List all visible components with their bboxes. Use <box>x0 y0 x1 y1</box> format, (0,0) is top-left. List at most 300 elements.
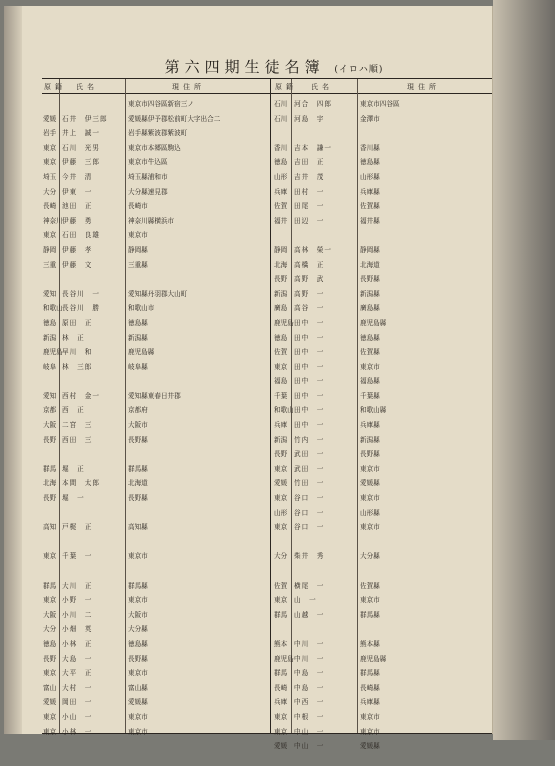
right-header <box>271 79 492 94</box>
cell-name: 岡田 一 <box>62 698 93 707</box>
cell-name: 林 正 <box>62 333 85 342</box>
background-page-edge <box>493 0 555 740</box>
cell-addr: 山形縣 <box>360 508 380 517</box>
table-row <box>271 285 492 300</box>
right-header-addr: 現住所 <box>407 83 440 91</box>
cell-pref: 北海 <box>43 479 57 488</box>
cell-pref: 佐賀 <box>274 348 288 357</box>
table-row <box>271 504 492 519</box>
cell-pref: 東京 <box>274 727 288 736</box>
table-row <box>271 635 492 650</box>
cell-addr: 群馬縣 <box>360 669 380 678</box>
cell-pref: 兵庫 <box>274 698 288 707</box>
cell-addr: 大分縣 <box>360 552 380 561</box>
cell-name: 田中 一 <box>294 377 325 386</box>
cell-pref: 徳島 <box>274 333 288 342</box>
table-row <box>42 343 270 358</box>
table-row <box>42 664 270 679</box>
cell-addr: 東京市 <box>360 712 380 721</box>
table-row <box>42 752 270 766</box>
cell-addr: 和歌山市 <box>128 304 155 313</box>
cell-name: 小川 二 <box>62 610 93 619</box>
cell-addr: 愛媛縣伊予郡松前町大字出合二 <box>128 114 221 123</box>
table-row <box>271 95 492 110</box>
table-row <box>271 168 492 183</box>
table-row <box>271 460 492 475</box>
cell-pref: 佐賀 <box>274 581 288 590</box>
cell-name: 高橋 正 <box>294 260 325 269</box>
left-header-addr: 現住所 <box>172 83 205 91</box>
cell-name: 二宮 三 <box>62 421 93 430</box>
table-row <box>42 518 270 533</box>
table-row <box>271 752 492 766</box>
roster-left-half <box>42 79 271 736</box>
cell-addr: 長野縣 <box>128 435 148 444</box>
cell-name: 大村 一 <box>62 683 93 692</box>
cell-name: 田中 一 <box>294 362 325 371</box>
cell-addr: 東京市四谷區新宿三ノ <box>128 100 194 108</box>
cell-addr: 金澤市 <box>360 114 380 123</box>
cell-pref: 群馬 <box>274 669 288 678</box>
table-row <box>42 212 270 227</box>
cell-addr: 福井縣 <box>360 216 380 225</box>
cell-addr: 埼玉縣浦和市 <box>128 172 168 181</box>
cell-name: 中山 一 <box>294 742 325 751</box>
table-row <box>42 110 270 125</box>
cell-addr: 東京市 <box>128 596 148 605</box>
cell-name: 原田 正 <box>62 318 93 327</box>
cell-addr: 新潟縣 <box>360 435 380 444</box>
cell-name: 高谷 一 <box>294 304 325 313</box>
cell-addr: 千葉縣 <box>360 391 380 400</box>
cell-addr: 京都府 <box>128 406 148 415</box>
cell-name: 田中 一 <box>294 391 325 400</box>
cell-pref: 高知 <box>43 523 57 532</box>
cell-name: 山 一 <box>294 596 317 605</box>
cell-name: 中根 一 <box>294 712 325 721</box>
cell-addr: 東京市 <box>128 552 148 561</box>
table-row <box>42 533 270 548</box>
cell-pref: 愛媛 <box>274 742 288 751</box>
table-row <box>42 489 270 504</box>
table-row <box>42 285 270 300</box>
cell-name: 千葉 一 <box>62 552 93 561</box>
cell-pref: 大分 <box>43 187 57 196</box>
cell-addr: 群馬縣 <box>128 464 148 473</box>
cell-pref: 徳島 <box>43 639 57 648</box>
table-row <box>271 606 492 621</box>
cell-name: 本間 太郎 <box>62 479 100 488</box>
cell-pref: 東京 <box>43 158 57 167</box>
cell-pref: 鹿児島 <box>274 318 294 327</box>
cell-pref: 石川 <box>274 100 288 108</box>
cell-pref: 大阪 <box>43 421 57 430</box>
cell-pref: 山形 <box>274 172 288 181</box>
cell-pref: 千葉 <box>274 391 288 400</box>
cell-addr: 東京市四谷區 <box>360 100 400 108</box>
table-row <box>271 591 492 606</box>
cell-name: 田村 一 <box>294 187 325 196</box>
cell-addr: 東京市 <box>128 669 148 678</box>
cell-pref: 群馬 <box>43 581 57 590</box>
cell-pref: 新潟 <box>43 333 57 342</box>
table-row <box>42 168 270 183</box>
cell-pref: 大分 <box>43 625 57 634</box>
cell-addr: 愛知縣丹羽郡大山町 <box>128 289 188 298</box>
table-row <box>42 153 270 168</box>
left-header-pref: 原籍 <box>44 83 66 91</box>
table-row <box>42 431 270 446</box>
cell-addr: 東京市牛込區 <box>128 158 168 167</box>
cell-addr: 東京市 <box>360 727 380 736</box>
cell-addr: 兵庫縣 <box>360 187 380 196</box>
roster-right-half <box>271 79 492 751</box>
table-row <box>271 270 492 285</box>
cell-addr: 神奈川縣横浜市 <box>128 216 175 225</box>
cell-addr: 新潟縣 <box>128 333 148 342</box>
table-row <box>42 504 270 519</box>
cell-name: 横尾 一 <box>294 581 325 590</box>
table-row <box>42 562 270 577</box>
cell-addr: 東京市 <box>128 231 148 240</box>
table-row <box>271 183 492 198</box>
cell-pref: 愛媛 <box>43 114 57 123</box>
cell-pref: 京都 <box>43 406 57 415</box>
table-row <box>271 431 492 446</box>
cell-pref: 東京 <box>43 596 57 605</box>
cell-pref: 長崎 <box>43 202 57 211</box>
cell-addr: 大阪市 <box>128 610 148 619</box>
cell-name: 田辺 一 <box>294 216 325 225</box>
right-rows <box>271 95 492 766</box>
cell-name: 西村 金一 <box>62 391 100 400</box>
cell-name: 田中 一 <box>294 421 325 430</box>
cell-pref: 石川 <box>274 114 288 123</box>
cell-addr: 北海道 <box>360 260 380 269</box>
cell-name: 大川 正 <box>62 581 93 590</box>
cell-pref: 和歌山 <box>43 304 63 313</box>
table-row <box>42 387 270 402</box>
cell-pref: 東京 <box>274 362 288 371</box>
table-row <box>271 664 492 679</box>
cell-addr: 佐賀縣 <box>360 348 380 357</box>
cell-addr: 徳島縣 <box>128 639 148 648</box>
cell-name: 伊藤 文 <box>62 260 93 269</box>
cell-name: 中川 一 <box>294 639 325 648</box>
cell-addr: 愛知縣東春日井郡 <box>128 391 181 400</box>
cell-name: 小山 一 <box>62 712 93 721</box>
table-row <box>271 474 492 489</box>
cell-name: 今井 清 <box>62 172 93 181</box>
table-row <box>271 212 492 227</box>
table-row <box>42 197 270 212</box>
cell-addr: 高知縣 <box>128 523 148 532</box>
cell-addr: 新潟縣 <box>360 289 380 298</box>
cell-name: 石田 良雄 <box>62 231 100 240</box>
table-row <box>42 474 270 489</box>
cell-pref: 福島 <box>274 377 288 386</box>
cell-addr: 長野縣 <box>128 494 148 503</box>
table-row <box>42 183 270 198</box>
cell-addr: 福島縣 <box>360 377 380 386</box>
table-row <box>271 153 492 168</box>
cell-name: 堀 正 <box>62 464 85 473</box>
cell-pref: 鹿児島 <box>43 348 63 357</box>
table-row <box>42 547 270 562</box>
cell-pref: 北海 <box>274 260 288 269</box>
cell-addr: 東京市 <box>360 464 380 473</box>
cell-pref: 兵庫 <box>274 421 288 430</box>
cell-pref: 富山 <box>43 683 57 692</box>
cell-name: 小林 一 <box>62 727 93 736</box>
table-row <box>42 577 270 592</box>
cell-addr: 富山縣 <box>128 683 148 692</box>
cell-pref: 東京 <box>274 464 288 473</box>
table-row <box>271 110 492 125</box>
cell-addr: 兵庫縣 <box>360 698 380 707</box>
cell-addr: 廣島縣 <box>360 304 380 313</box>
table-row <box>271 533 492 548</box>
table-row <box>271 693 492 708</box>
cell-name: 吉田 正 <box>294 158 325 167</box>
cell-pref: 山形 <box>274 508 288 517</box>
cell-name: 長谷川 勝 <box>62 304 100 313</box>
cell-name: 大平 正 <box>62 669 93 678</box>
cell-pref: 大分 <box>274 552 288 561</box>
table-row <box>42 723 270 738</box>
table-row <box>271 197 492 212</box>
cell-pref: 佐賀 <box>274 202 288 211</box>
table-row <box>271 723 492 738</box>
cell-addr: 大分縣速見郡 <box>128 187 168 196</box>
table-row <box>42 95 270 110</box>
cell-addr: 愛媛縣 <box>360 479 380 488</box>
left-header-name: 氏名 <box>76 83 98 91</box>
cell-pref: 埼玉 <box>43 172 57 181</box>
table-row <box>271 518 492 533</box>
left-rows <box>42 95 270 766</box>
table-row <box>42 635 270 650</box>
table-row <box>42 358 270 373</box>
cell-addr: 岐阜縣 <box>128 362 148 371</box>
cell-addr: 東京市 <box>360 596 380 605</box>
table-row <box>271 139 492 154</box>
cell-pref: 長崎 <box>274 683 288 692</box>
cell-name: 竹内 一 <box>294 435 325 444</box>
cell-pref: 福井 <box>274 216 288 225</box>
cell-addr: 静岡縣 <box>128 245 148 254</box>
cell-addr: 東京市 <box>128 727 148 736</box>
table-row <box>271 226 492 241</box>
page-gutter <box>4 6 22 734</box>
cell-pref: 東京 <box>274 596 288 605</box>
cell-name: 井上 誠一 <box>62 129 100 138</box>
table-row <box>271 577 492 592</box>
cell-name: 田中 一 <box>294 333 325 342</box>
cell-name: 西田 三 <box>62 435 93 444</box>
table-row <box>271 343 492 358</box>
cell-pref: 大阪 <box>43 610 57 619</box>
cell-addr: 大阪市 <box>128 421 148 430</box>
cell-name: 石井 伊三郎 <box>62 114 108 123</box>
cell-name: 池田 正 <box>62 202 93 211</box>
cell-pref: 東京 <box>274 523 288 532</box>
cell-addr: 兵庫縣 <box>360 421 380 430</box>
cell-name: 吉本 謙一 <box>294 143 332 152</box>
cell-name: 小畑 英 <box>62 625 93 634</box>
cell-pref: 群馬 <box>274 610 288 619</box>
cell-addr: 長野縣 <box>360 275 380 284</box>
cell-pref: 長野 <box>43 654 57 663</box>
table-row <box>271 387 492 402</box>
cell-pref: 東京 <box>43 712 57 721</box>
cell-name: 伊藤 勇 <box>62 216 93 225</box>
cell-addr: 長野縣 <box>128 654 148 663</box>
table-row <box>42 139 270 154</box>
cell-pref: 東京 <box>43 552 57 561</box>
cell-addr: 和歌山縣 <box>360 406 387 415</box>
cell-name: 中西 一 <box>294 698 325 707</box>
cell-addr: 佐賀縣 <box>360 202 380 211</box>
cell-name: 林 三郎 <box>62 362 93 371</box>
cell-addr: 三重縣 <box>128 260 148 269</box>
table-row <box>271 241 492 256</box>
table-row <box>271 547 492 562</box>
cell-addr: 北海道 <box>128 479 148 488</box>
cell-pref: 長野 <box>274 275 288 284</box>
cell-name: 早川 和 <box>62 348 93 357</box>
cell-name: 小野 一 <box>62 596 93 605</box>
cell-name: 柴井 秀 <box>294 552 325 561</box>
table-row <box>42 372 270 387</box>
cell-addr: 佐賀縣 <box>360 581 380 590</box>
cell-addr: 長野縣 <box>360 450 380 459</box>
cell-pref: 愛知 <box>43 391 57 400</box>
table-row <box>271 329 492 344</box>
cell-name: 西 正 <box>62 406 85 415</box>
table-row <box>42 124 270 139</box>
cell-pref: 愛知 <box>43 289 57 298</box>
cell-pref: 熊本 <box>274 639 288 648</box>
cell-pref: 長野 <box>274 450 288 459</box>
right-header-name: 氏名 <box>311 83 333 91</box>
table-row <box>42 620 270 635</box>
cell-pref: 東京 <box>274 494 288 503</box>
cell-name: 大島 一 <box>62 654 93 663</box>
cell-addr: 愛媛縣 <box>128 698 148 707</box>
table-row <box>271 314 492 329</box>
cell-addr: 岩手縣紫波郡紫波町 <box>128 129 188 138</box>
table-row <box>42 708 270 723</box>
table-row <box>42 329 270 344</box>
cell-pref: 兵庫 <box>274 187 288 196</box>
cell-addr: 長崎縣 <box>360 683 380 692</box>
cell-pref: 岩手 <box>43 129 57 138</box>
cell-pref: 東京 <box>43 231 57 240</box>
cell-pref: 群馬 <box>43 464 57 473</box>
table-row <box>42 241 270 256</box>
table-row <box>271 650 492 665</box>
table-row <box>42 401 270 416</box>
cell-name: 山越 一 <box>294 610 325 619</box>
cell-pref: 東京 <box>274 712 288 721</box>
cell-name: 武田 一 <box>294 464 325 473</box>
cell-addr: 東京市 <box>360 494 380 503</box>
right-header-pref: 原籍 <box>275 83 297 91</box>
table-row <box>271 708 492 723</box>
cell-addr: 東京市 <box>360 523 380 532</box>
cell-addr: 静岡縣 <box>360 245 380 254</box>
cell-name: 田中 一 <box>294 348 325 357</box>
table-row <box>42 299 270 314</box>
cell-pref: 徳島 <box>274 158 288 167</box>
left-header <box>42 79 270 94</box>
cell-name: 河島 宇 <box>294 114 325 123</box>
table-row <box>271 737 492 752</box>
roster-table <box>42 78 492 751</box>
table-row <box>271 401 492 416</box>
table-row <box>271 358 492 373</box>
cell-addr: 群馬縣 <box>128 581 148 590</box>
cell-addr: 大分縣 <box>128 625 148 634</box>
cell-name: 戸梶 正 <box>62 523 93 532</box>
table-row <box>42 270 270 285</box>
table-row <box>42 591 270 606</box>
table-row <box>271 562 492 577</box>
cell-name: 高野 武 <box>294 275 325 284</box>
cell-addr: 長崎市 <box>128 202 148 211</box>
cell-addr: 鹿児島縣 <box>360 318 387 327</box>
cell-name: 高林 榮一 <box>294 245 332 254</box>
table-row <box>42 679 270 694</box>
table-row <box>271 445 492 460</box>
cell-addr: 徳島縣 <box>128 318 148 327</box>
cell-addr: 香川縣 <box>360 143 380 152</box>
table-row <box>271 489 492 504</box>
cell-pref: 東京 <box>43 669 57 678</box>
cell-addr: 徳島縣 <box>360 158 380 167</box>
cell-addr: 鹿児島縣 <box>128 348 155 357</box>
cell-name: 田尾 一 <box>294 202 325 211</box>
cell-name: 田中 一 <box>294 318 325 327</box>
cell-name: 武田 一 <box>294 450 325 459</box>
cell-addr: 山形縣 <box>360 172 380 181</box>
cell-pref: 徳島 <box>43 318 57 327</box>
cell-name: 高野 一 <box>294 289 325 298</box>
cell-pref: 愛媛 <box>43 698 57 707</box>
cell-addr: 鹿児島縣 <box>360 654 387 663</box>
table-row <box>271 620 492 635</box>
title-text: 第六四期生徒名簿 <box>164 58 325 76</box>
cell-name: 伊藤 孝 <box>62 245 93 254</box>
cell-name: 谷口 一 <box>294 494 325 503</box>
table-row <box>271 299 492 314</box>
cell-pref: 三重 <box>43 260 57 269</box>
cell-addr: 東京市本郷區駒込 <box>128 143 181 152</box>
cell-pref: 和歌山 <box>274 406 294 415</box>
cell-pref: 香川 <box>274 143 288 152</box>
cell-name: 伊東 一 <box>62 187 93 196</box>
cell-pref: 東京 <box>43 143 57 152</box>
cell-name: 小林 正 <box>62 639 93 648</box>
table-row <box>271 372 492 387</box>
cell-pref: 新潟 <box>274 435 288 444</box>
cell-pref: 鹿児島 <box>274 654 294 663</box>
cell-addr: 徳島縣 <box>360 333 380 342</box>
cell-name: 伊藤 三郎 <box>62 158 100 167</box>
page-title <box>124 56 424 77</box>
table-row <box>271 256 492 271</box>
